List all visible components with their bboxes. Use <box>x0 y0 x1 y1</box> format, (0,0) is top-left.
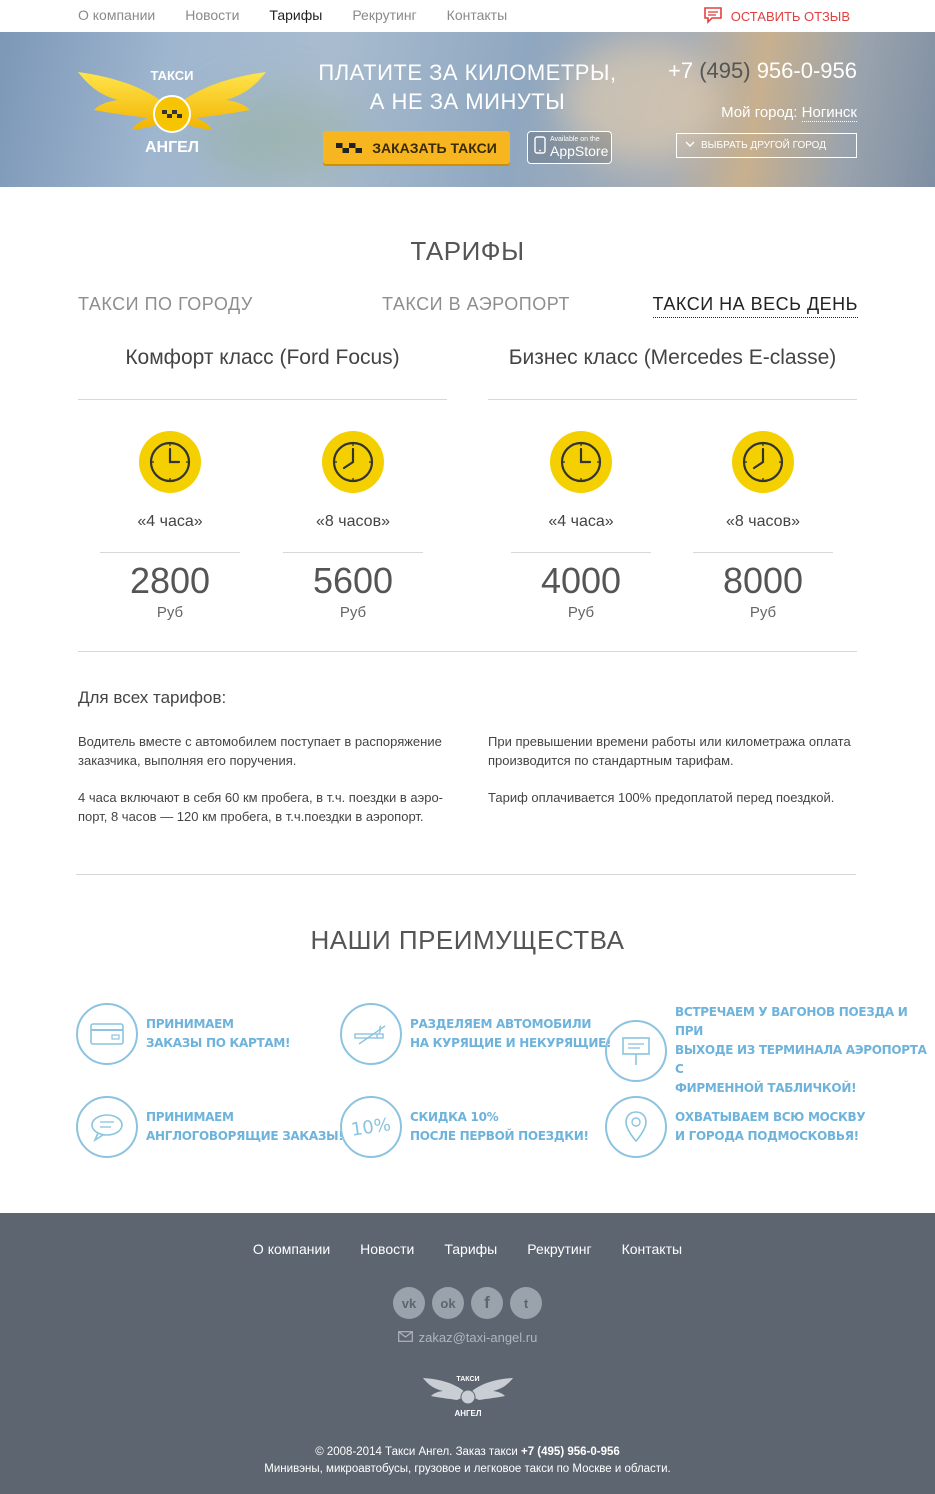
divider <box>76 874 856 875</box>
slogan-line1: ПЛАТИТЕ ЗА КИЛОМЕТРЫ, <box>318 60 617 85</box>
city-label: Мой город: <box>721 104 802 121</box>
taxi-angel-logo[interactable] <box>78 66 266 158</box>
top-navigation <box>0 0 935 32</box>
nav-about[interactable]: О компании <box>78 7 156 23</box>
advantage-item: 10% СКИДКА 10% ПОСЛЕ ПЕРВОЙ ПОЕЗДКИ! <box>340 1096 589 1158</box>
comment-icon <box>703 6 723 27</box>
social-links <box>0 1287 935 1319</box>
footer-tagline: Минивэны, микроавтобусы, грузовое и легковое такси по Москве и области. <box>264 1463 671 1475</box>
tariff-note: 4 часа включают в себя 60 км пробега, в т.ч. поездки в аэро-порт, 8 часов — 120 км пробега, в т.ч.поездки в аэропорт. <box>78 790 444 824</box>
footer-logo[interactable] <box>423 1373 513 1419</box>
smoking-icon <box>340 1003 402 1065</box>
advantages-title: НАШИ ПРЕИМУЩЕСТВА <box>310 925 625 955</box>
footer-phone[interactable]: +7 (495) 956-0-956 <box>521 1446 620 1458</box>
feedback-label: ОСТАВИТЬ ОТЗЫВ <box>730 9 850 24</box>
choose-city-button[interactable] <box>676 133 857 158</box>
chevron-down-icon <box>685 140 695 151</box>
tariff-duration: «4 часа» <box>137 513 203 530</box>
tariff-note: Водитель вместе с автомобилем поступает в распоряжение заказчика, выполняя его поручения. <box>78 734 442 768</box>
order-taxi-button[interactable] <box>323 131 510 164</box>
tariff-price: 4000 <box>540 560 622 601</box>
vk-icon[interactable]: vk <box>393 1287 425 1319</box>
tariff-duration: «4 часа» <box>548 513 614 530</box>
credit-card-icon <box>76 1003 138 1065</box>
phone-number[interactable]: +7 (495) 956-0-956 <box>668 58 857 83</box>
footer-logo-bottom-text: АНГЕЛ <box>454 1409 482 1418</box>
nav-tariffs[interactable]: Тарифы <box>269 7 323 23</box>
footer-menu <box>0 1241 935 1257</box>
slogan-line2: А НЕ ЗА МИНУТЫ <box>369 89 566 114</box>
order-taxi-label: ЗАКАЗАТЬ ТАКСИ <box>372 139 497 156</box>
footer-nav-recruiting[interactable]: Рекрутинг <box>527 1241 592 1257</box>
advantage-item: ВСТРЕЧАЕМ У ВАГОНОВ ПОЕЗДА И ПРИ ВЫХОДЕ ИЗ ТЕРМИНАЛА АЭРОПОРТА С ФИРМЕННОЙ ТАБЛИЧКОЙ! <box>605 1003 935 1098</box>
discount-icon <box>340 1096 402 1158</box>
checker-icon <box>336 143 362 153</box>
choose-city-label: ВЫБРАТЬ ДРУГОЙ ГОРОД <box>701 140 827 151</box>
nav-recruiting[interactable]: Рекрутинг <box>352 7 417 23</box>
footer-nav-tariffs[interactable]: Тарифы <box>444 1241 498 1257</box>
footer-nav-about[interactable]: О компании <box>252 1241 331 1257</box>
appstore-button[interactable] <box>527 131 612 164</box>
tariff-currency: Руб <box>749 604 777 621</box>
appstore-small-text: Available on the <box>550 136 600 143</box>
tariff-note: Тариф оплачивается 100% предоплатой перед поездкой. <box>488 790 835 805</box>
facebook-icon[interactable]: f <box>471 1287 503 1319</box>
tab-city-taxi[interactable]: ТАКСИ ПО ГОРОДУ <box>78 294 253 314</box>
clock-icon <box>138 430 202 494</box>
footer <box>0 1213 935 1494</box>
apple-icon <box>534 136 546 159</box>
tab-full-day-taxi[interactable]: ТАКСИ НА ВЕСЬ ДЕНЬ <box>653 294 858 318</box>
main-menu <box>78 7 537 23</box>
tariff-currency: Руб <box>567 604 595 621</box>
advantage-item: ПРИНИМАЕМ АНГЛОГОВОРЯЩИЕ ЗАКАЗЫ! <box>76 1096 343 1158</box>
map-pin-icon <box>605 1096 667 1158</box>
hero-banner <box>0 32 935 187</box>
logo-bottom-text: АНГЕЛ <box>144 139 200 156</box>
phone-code: (495) <box>699 58 751 83</box>
comfort-class-title: Комфорт класс (Ford Focus) <box>125 346 400 369</box>
current-city <box>721 104 857 121</box>
odnoklassniki-icon[interactable]: ok <box>432 1287 464 1319</box>
hero-slogan <box>300 58 635 116</box>
tab-airport-taxi[interactable]: ТАКСИ В АЭРОПОРТ <box>382 294 570 314</box>
sign-board-icon <box>605 1020 667 1082</box>
tariff-price: 5600 <box>312 560 394 601</box>
tariff-currency: Руб <box>339 604 367 621</box>
divider <box>78 399 447 400</box>
advantage-item: ОХВАТЫВАЕМ ВСЮ МОСКВУ И ГОРОДА ПОДМОСКОВЬЯ! <box>605 1096 865 1158</box>
feedback-link[interactable] <box>703 6 850 27</box>
appstore-big-text: AppStore <box>550 143 609 159</box>
tariff-note: При превышении времени работы или километража оплата производится по стандартным тарифам. <box>488 734 851 768</box>
advantage-item: ПРИНИМАЕМ ЗАКАЗЫ ПО КАРТАМ! <box>76 1003 290 1065</box>
nav-news[interactable]: Новости <box>185 7 240 23</box>
business-class-title: Бизнес класс (Mercedes E-classe) <box>508 346 837 369</box>
divider <box>78 651 857 652</box>
logo-top-text: ТАКСИ <box>150 68 194 83</box>
nav-contacts[interactable]: Контакты <box>446 7 508 23</box>
tariff-currency: Руб <box>156 604 184 621</box>
tariff-price: 8000 <box>722 560 804 601</box>
envelope-icon <box>398 1330 413 1345</box>
copyright: © 2008-2014 Такси Ангел. Заказ такси +7 (495) 956-0-956 Минивэны, микроавтобусы, грузовое и легковое такси по Москве и области. <box>0 1444 935 1478</box>
tariff-duration: «8 часов» <box>726 513 800 530</box>
for-all-tariffs-title: Для всех тарифов: <box>78 688 227 707</box>
tariff-price: 2800 <box>129 560 211 601</box>
advantage-item: РАЗДЕЛЯЕМ АВТОМОБИЛИ НА КУРЯЩИЕ И НЕКУРЯЩИЕ! <box>340 1003 611 1065</box>
footer-nav-news[interactable]: Новости <box>360 1241 415 1257</box>
tariff-tabs <box>78 294 858 324</box>
clock-icon <box>731 430 795 494</box>
twitter-icon[interactable]: t <box>510 1287 542 1319</box>
footer-email[interactable]: zakaz@taxi-angel.ru <box>0 1330 935 1345</box>
chat-bubble-icon <box>76 1096 138 1158</box>
footer-nav-contacts[interactable]: Контакты <box>621 1241 683 1257</box>
divider <box>488 399 857 400</box>
city-name[interactable]: Ногинск <box>801 104 857 121</box>
tariffs-title: ТАРИФЫ <box>410 236 525 266</box>
tariff-duration: «8 часов» <box>316 513 390 530</box>
clock-icon <box>549 430 613 494</box>
clock-icon <box>321 430 385 494</box>
discount-badge: 10% <box>349 1113 393 1141</box>
footer-logo-top-text: ТАКСИ <box>456 1376 480 1383</box>
